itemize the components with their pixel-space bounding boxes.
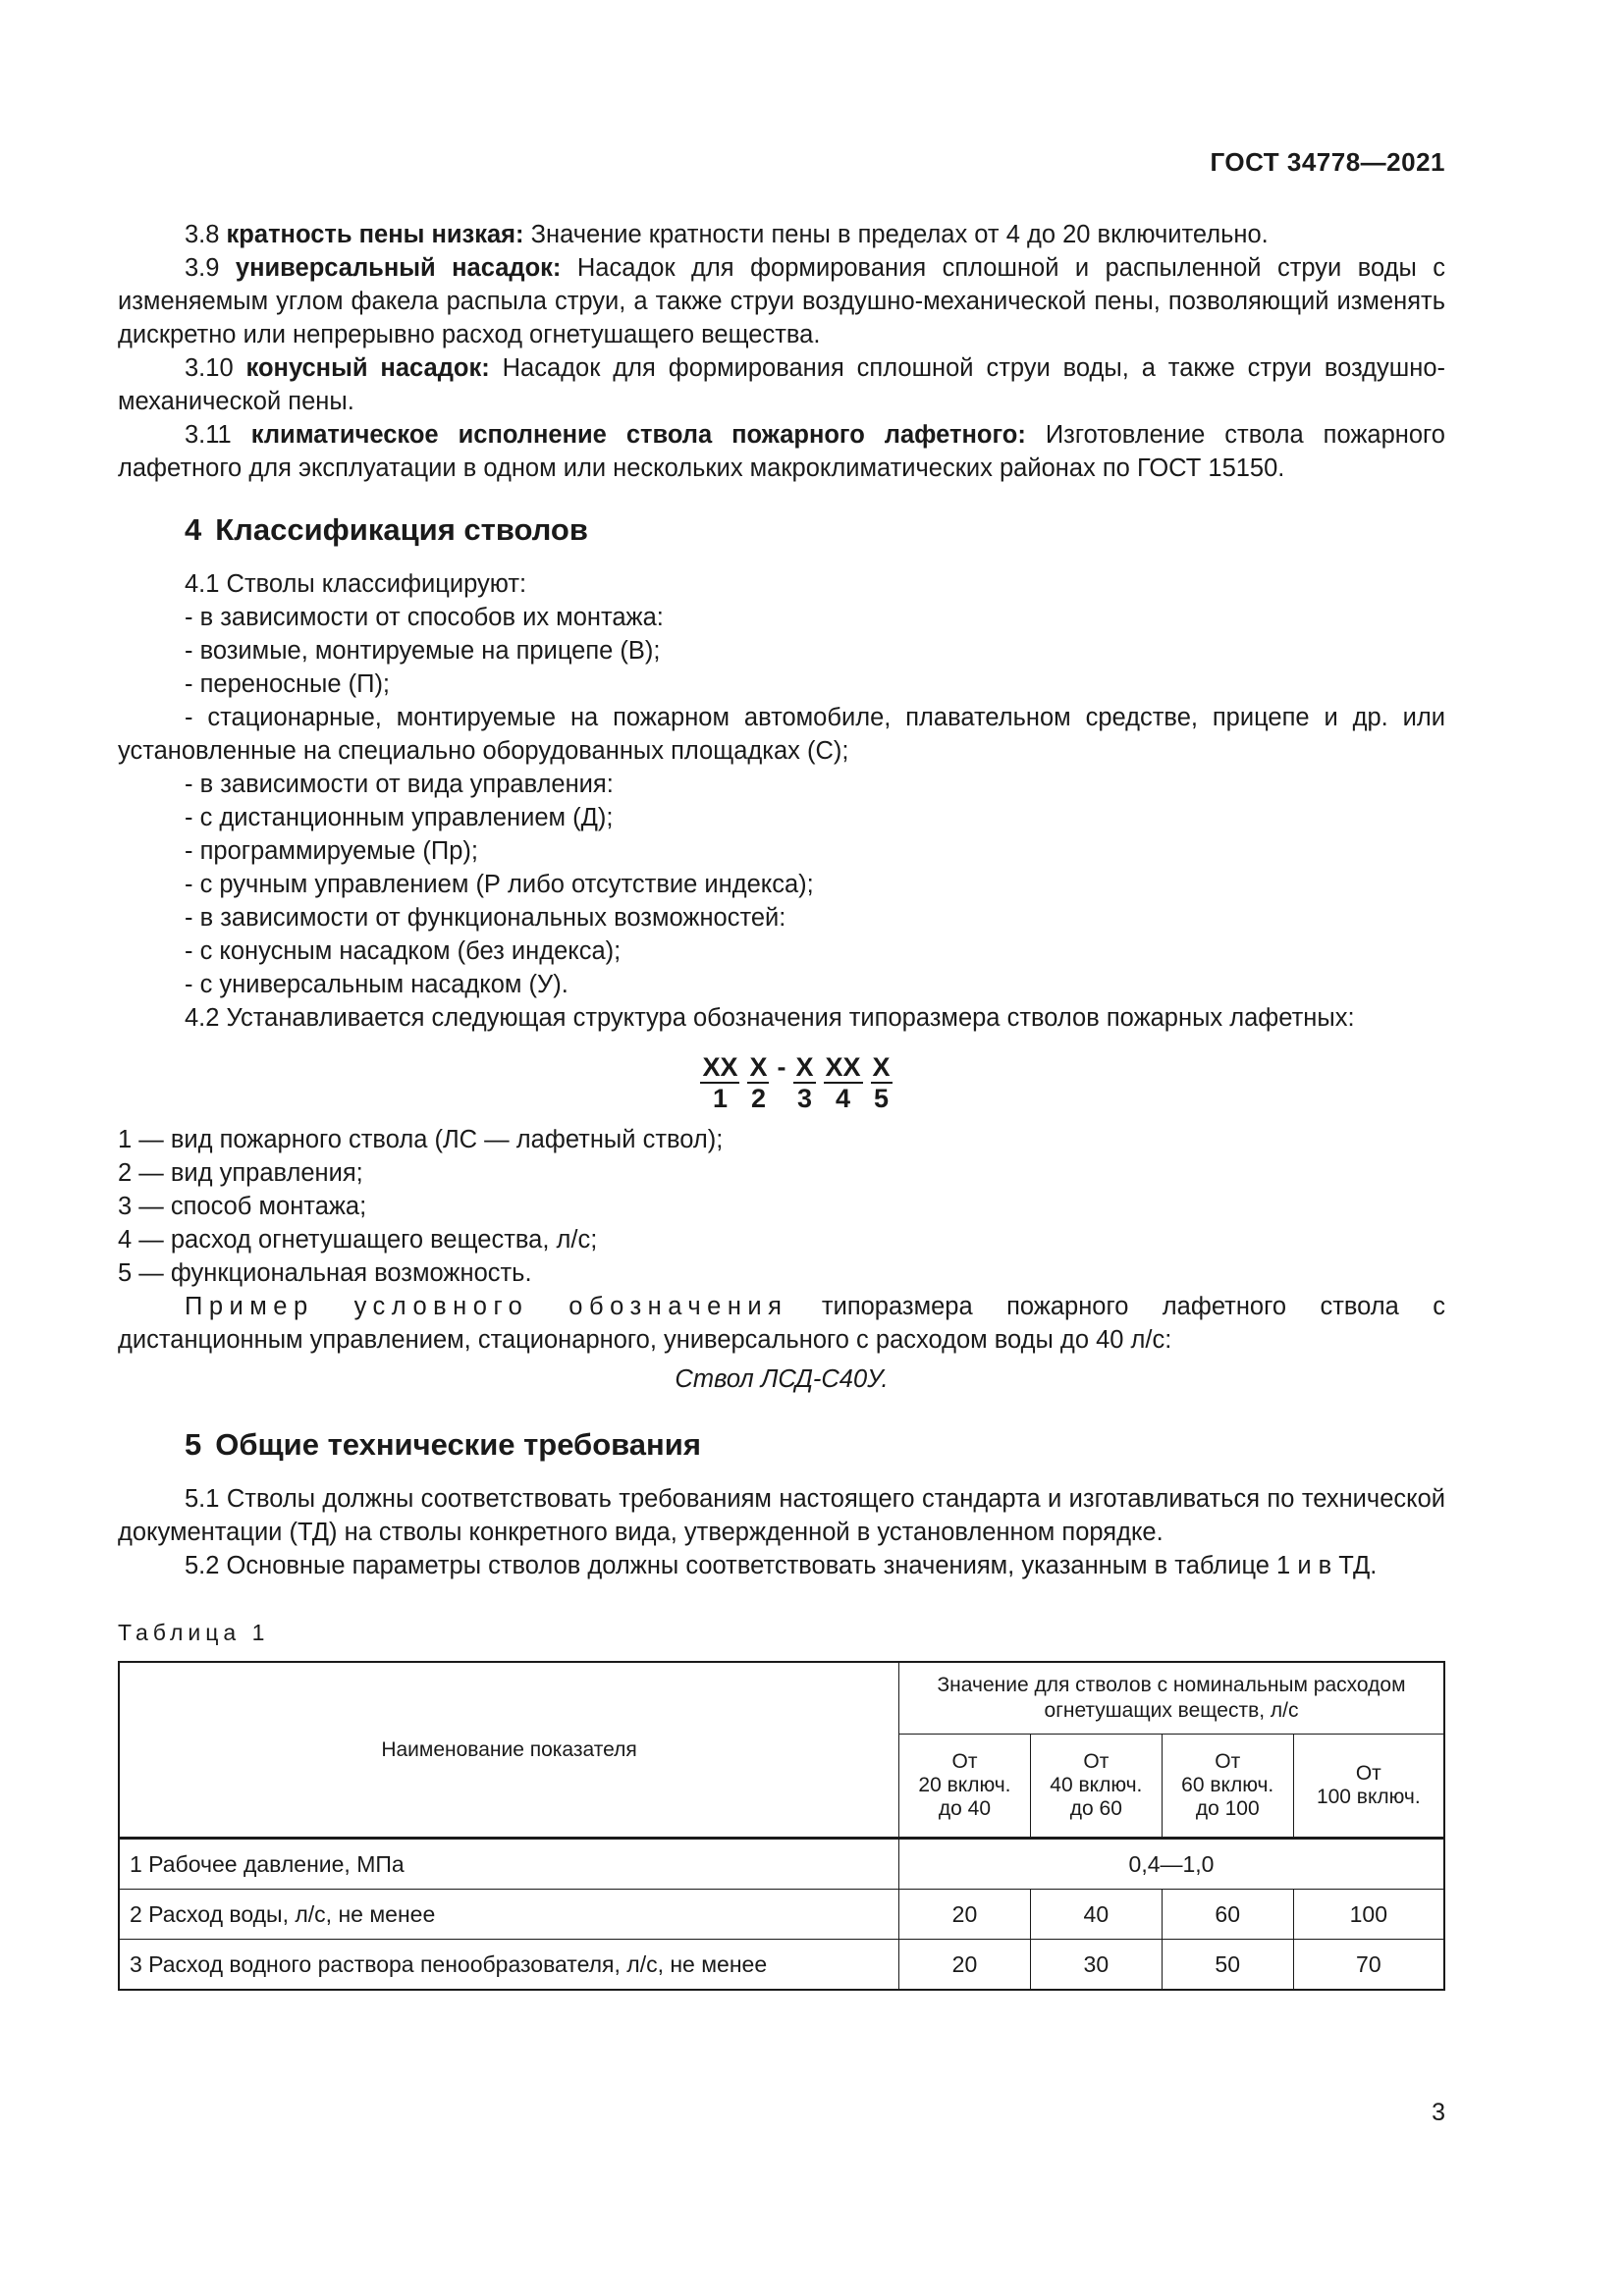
section-title: Общие технические требования	[215, 1427, 701, 1462]
legend-item: 3 — способ монтажа;	[118, 1193, 367, 1220]
clause-term: конусный насадок:	[245, 354, 490, 382]
example-paragraph	[118, 1290, 1445, 1357]
column-header-name: Наименование показателя	[119, 1662, 899, 1839]
example-text: типоразмера пожарного лафетного ствола с дистанционным управлением, стационарного, универсального с расходом воды до 40 л/с:	[118, 1293, 1445, 1354]
section-number: 5	[185, 1427, 202, 1462]
formula-part: X 2	[749, 1052, 768, 1113]
example-label: Пример условного обозначения	[185, 1293, 788, 1320]
example-designation: Ствол ЛСД-С40У.	[675, 1365, 889, 1393]
clause-3-11	[118, 418, 1445, 485]
list-item: - с дистанционным управлением (Д);	[185, 804, 614, 831]
list-item: - в зависимости от способов их монтажа:	[185, 604, 664, 631]
column-header-range: От 20 включ. до 40	[899, 1735, 1031, 1839]
column-header-group: Значение для стволов с номинальным расходом огнетушащих веществ, л/с	[899, 1662, 1444, 1735]
parameters-table	[118, 1661, 1445, 1991]
clause-number: 3.10	[185, 354, 234, 382]
legend-item: 2 — вид управления;	[118, 1159, 363, 1187]
table-row	[119, 1839, 1444, 1890]
document-code: ГОСТ 34778—2021	[1210, 147, 1445, 177]
column-header-range: От 100 включ.	[1293, 1735, 1444, 1839]
clause-number: 3.11	[185, 421, 232, 449]
clause-text: Изготовление ствола пожарного лафетного для эксплуатации в одном или нескольких макроклиматических районах по ГОСТ 15150.	[118, 421, 1445, 482]
clause-text: Значение кратности пены в пределах от 4 до 20 включительно.	[530, 221, 1269, 248]
list-item: - переносные (П);	[185, 670, 391, 698]
clause-4-2: 4.2 Устанавливается следующая структура обозначения типоразмера стволов пожарных лафетных:	[185, 1004, 1355, 1032]
page-number: 3	[1432, 2099, 1445, 2126]
formula-part: X 3	[795, 1052, 814, 1113]
list-item: - возимые, монтируемые на прицепе (В);	[185, 637, 661, 665]
designation-structure-formula	[147, 1052, 1445, 1113]
page-content	[118, 218, 1445, 1991]
clause-4-1: 4.1 Стволы классифицируют:	[185, 570, 527, 598]
section-title: Классификация стволов	[215, 512, 588, 547]
table-caption: Таблица 1	[118, 1620, 270, 1645]
list-item: - с универсальным насадком (У).	[185, 971, 568, 998]
clause-text: Насадок для формирования сплошной струи воды, а также струи воздушно-механической пены.	[118, 354, 1446, 415]
row-name: 3 Расход водного раствора пенообразователя, л/с, не менее	[119, 1940, 899, 1991]
list-item: - программируемые (Пр);	[185, 837, 478, 865]
legend-item: 5 — функциональная возможность.	[118, 1259, 532, 1287]
clause-number: 3.8	[185, 221, 220, 248]
formula-part: XX 4	[825, 1052, 861, 1113]
column-header-range: От 40 включ. до 60	[1030, 1735, 1162, 1839]
row-value: 70	[1293, 1940, 1444, 1991]
row-value: 30	[1030, 1940, 1162, 1991]
row-value: 60	[1162, 1890, 1293, 1940]
row-name: 2 Расход воды, л/с, не менее	[119, 1890, 899, 1940]
list-item: - с конусным насадком (без индекса);	[185, 937, 622, 965]
row-value: 50	[1162, 1940, 1293, 1991]
legend-item: 4 — расход огнетушащего вещества, л/с;	[118, 1226, 598, 1254]
table-header-row	[119, 1662, 1444, 1735]
table-row	[119, 1890, 1444, 1940]
column-header-range: От 60 включ. до 100	[1162, 1735, 1293, 1839]
clause-number: 3.9	[185, 254, 220, 282]
clause-5-2: 5.2 Основные параметры стволов должны соответствовать значениям, указанным в таблице 1 и в ТД.	[185, 1552, 1378, 1579]
row-value: 20	[899, 1940, 1031, 1991]
list-item: - в зависимости от функциональных возможностей:	[185, 904, 786, 932]
clause-3-10	[118, 351, 1445, 418]
row-value: 20	[899, 1890, 1031, 1940]
formula-part: XX 1	[702, 1052, 738, 1113]
formula-part: X 5	[872, 1052, 891, 1113]
section-number: 4	[185, 512, 202, 547]
clause-text: Насадок для формирования сплошной и распыленной струи воды с изменяемым углом факела распыла струи, а также струи воздушно-механической пены, позволяющий изменять дискретно или непрерывно расход огнетушащего вещества.	[118, 254, 1445, 348]
row-name: 1 Рабочее давление, МПа	[119, 1839, 899, 1890]
clause-3-9	[118, 251, 1445, 351]
clause-term: климатическое исполнение ствола пожарного лафетного:	[250, 421, 1026, 449]
row-value: 100	[1293, 1890, 1444, 1940]
section-5-heading	[118, 1425, 1445, 1465]
clause-term: универсальный насадок:	[235, 254, 562, 282]
list-item: - в зависимости от вида управления:	[185, 771, 614, 798]
list-item: - с ручным управлением (Р либо отсутствие индекса);	[185, 871, 814, 898]
table-row	[119, 1940, 1444, 1991]
legend-item: 1 — вид пожарного ствола (ЛС — лафетный ствол);	[118, 1126, 724, 1153]
clause-3-8	[118, 218, 1445, 251]
clause-term: кратность пены низкая:	[226, 221, 524, 248]
list-item: - стационарные, монтируемые на пожарном автомобиле, плавательном средстве, прицепе и др. или установленные на специально оборудованных площадках (С);	[118, 704, 1445, 765]
clause-5-1: 5.1 Стволы должны соответствовать требованиям настоящего стандарта и изготавливаться по технической документации (ТД) на стволы конкретного вида, утвержденной в установленном порядке.	[118, 1485, 1445, 1546]
section-4-heading	[118, 510, 1445, 550]
formula-dash: -	[777, 1052, 786, 1082]
row-value: 40	[1030, 1890, 1162, 1940]
row-value-merged: 0,4—1,0	[899, 1839, 1444, 1890]
